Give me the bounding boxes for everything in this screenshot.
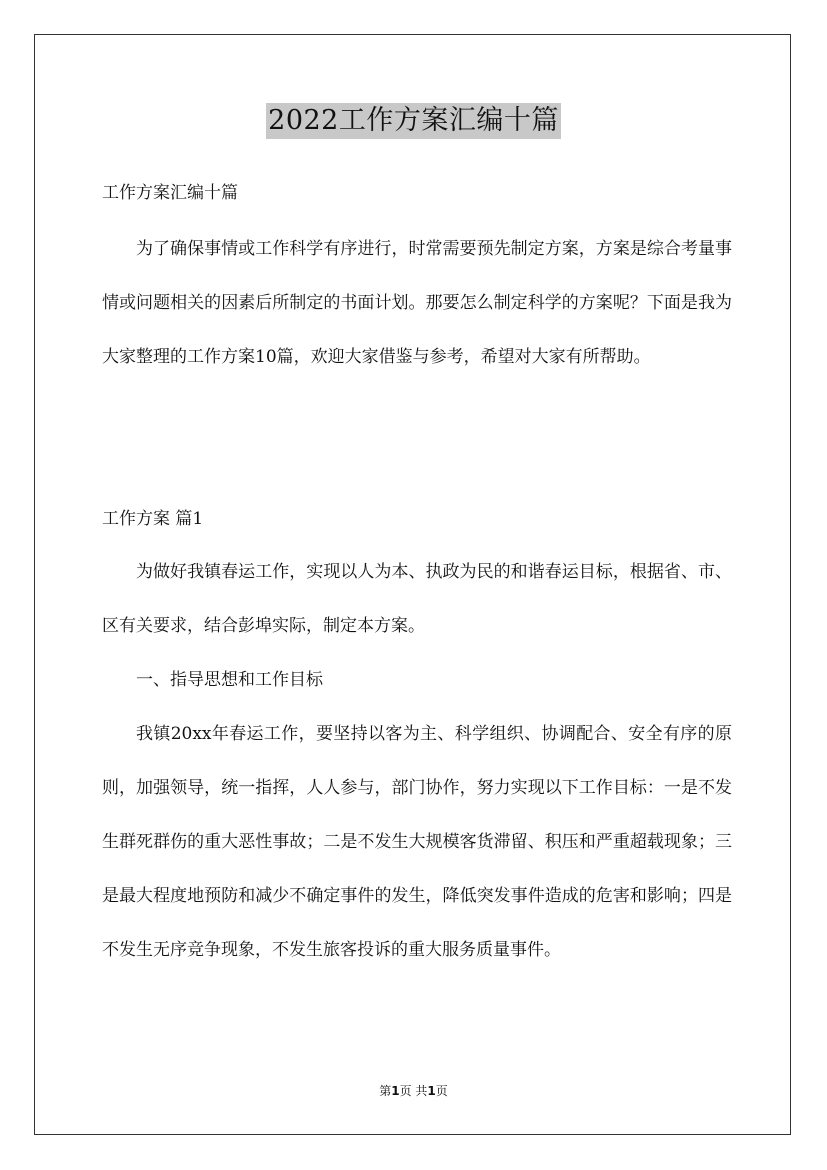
footer-page-number: 1 [391, 1084, 400, 1098]
title-container [0, 103, 827, 139]
page-footer [0, 1081, 827, 1101]
footer-page-mid: 页 共 [399, 1084, 428, 1098]
footer-page-suffix: 页 [435, 1084, 448, 1098]
section-paragraph-2: 我镇20xx年春运工作，要坚持以客为主、科学组织、协调配合、安全有序的原则，加强领导，统一指挥，人人参与，部门协作，努力实现以下工作目标：一是不发生群死群伤的重大恶性事故；二是不发生大规模客货滞留、积压和严重超载现象；三是最大程度地预防和减少不确定事件的发生，降低突发事件造成的危害和影响；四是不发生无序竞争现象，不发生旅客投诉的重大服务质量事件。 [102, 724, 732, 960]
intro-paragraph: 为了确保事情或工作科学有序进行，时常需要预先制定方案，方案是综合考量事情或问题相关的因素后所制定的书面计划。那要怎么制定科学的方案呢？下面是我为大家整理的工作方案10篇，欢迎大家借鉴与参考，希望对大家有所帮助。 [102, 239, 732, 367]
document-title: 2022工作方案汇编十篇 [266, 103, 561, 139]
document-subtitle: 工作方案汇编十篇 [102, 183, 238, 203]
footer-total-pages: 1 [427, 1084, 436, 1098]
section-title: 工作方案 篇1 [102, 509, 204, 529]
footer-page-prefix: 第 [379, 1084, 392, 1098]
section-heading-1: 一、指导思想和工作目标 [136, 670, 323, 690]
section-paragraph-1: 为做好我镇春运工作，实现以人为本、执政为民的和谐春运目标，根据省、市、区有关要求，结合彭埠实际，制定本方案。 [102, 562, 732, 636]
